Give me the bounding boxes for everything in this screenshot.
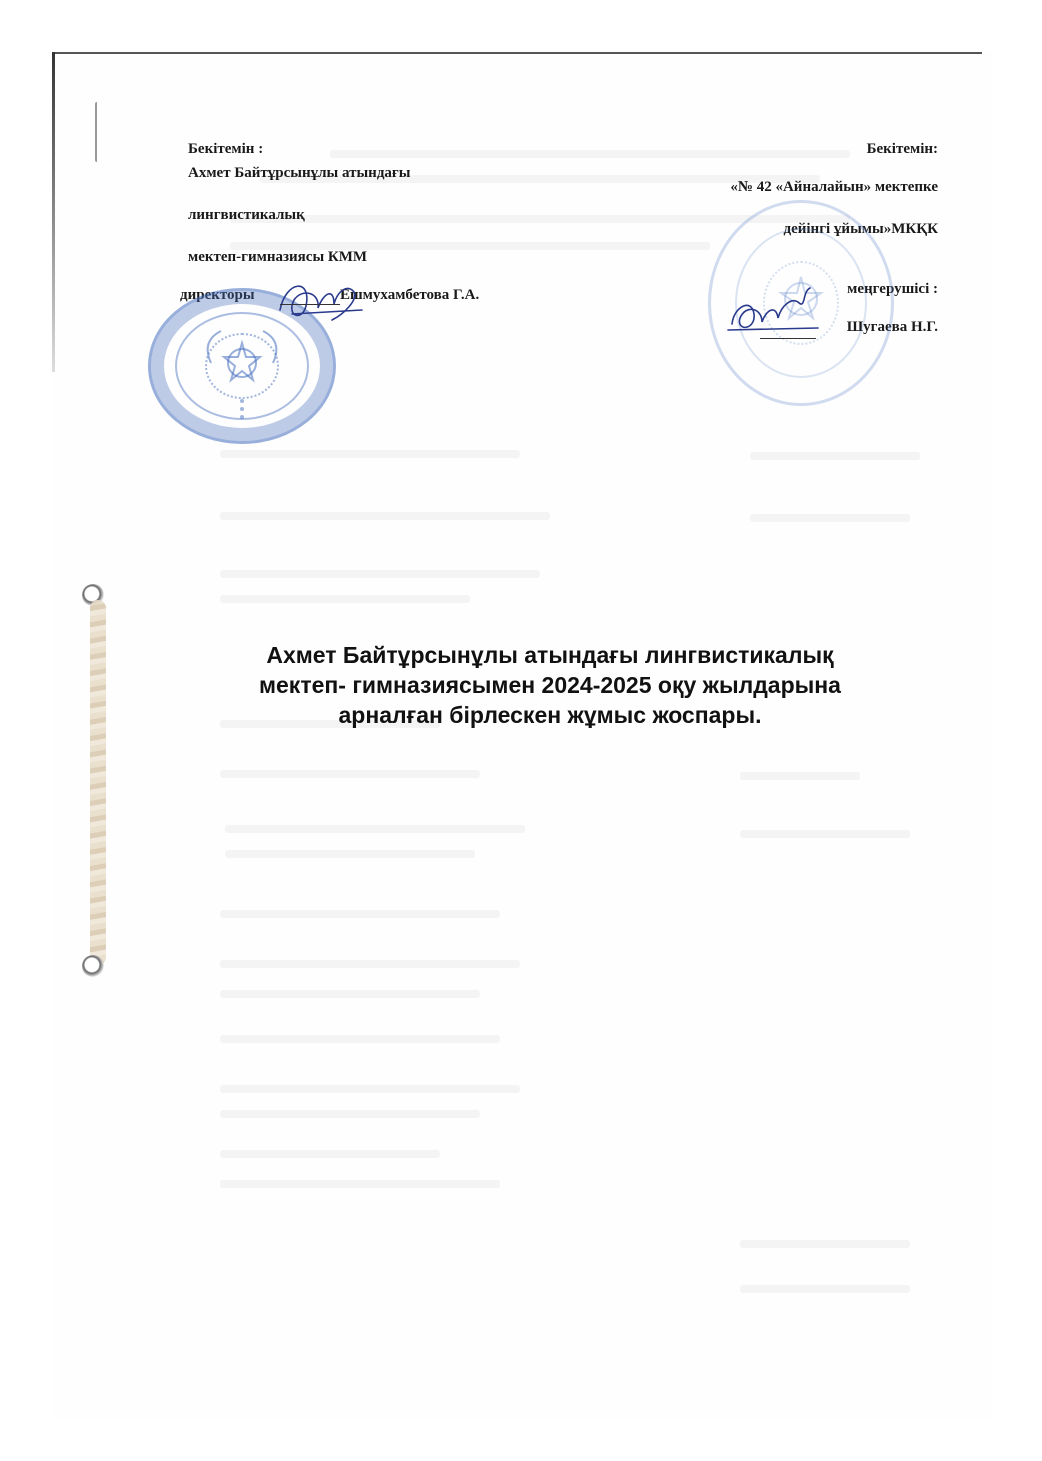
paper-left-edge: [52, 52, 55, 372]
signature-icon: [722, 284, 822, 346]
document-title-line2: мектеп- гимназиясымен 2024-2025 оқу жылдарына: [259, 672, 841, 698]
right-approval-position: меңгерушісі :: [847, 281, 938, 297]
signature-icon: [272, 270, 368, 332]
left-approval-position: директоры: [180, 287, 255, 303]
right-approval-name: Шугаева Н.Г.: [846, 319, 938, 335]
right-approval-org-line2: дейінгі ұйымы»МКҚК: [783, 221, 938, 237]
right-signature-line: [760, 338, 816, 339]
document-title: [180, 640, 920, 730]
left-approval-org-line2: лингвистикалық: [188, 207, 305, 223]
left-approval-heading: Бекітемін :: [188, 141, 264, 157]
left-approval-org-line3: мектеп-гимназиясы КММ: [188, 249, 368, 265]
document-title-line3: арналған бірлескен жұмыс жоспары.: [338, 702, 762, 728]
left-signature-line: [280, 304, 340, 305]
punch-hole-bottom: [82, 955, 104, 977]
document-title-line1: Ахмет Байтұрсынұлы атындағы лингвистикалық: [266, 642, 834, 668]
paper-top-edge: [52, 52, 982, 54]
binding-thread: [90, 600, 106, 965]
right-approval-org-line1: «№ 42 «Айналайын» мектепке: [730, 179, 938, 195]
left-approval-org-line1: Ахмет Байтұрсынұлы атындағы: [188, 165, 411, 181]
left-approval-name: Ешмухамбетова Г.А.: [340, 287, 480, 303]
binder-clip-mark: [95, 102, 101, 162]
right-approval-heading: Бекітемін:: [866, 141, 938, 157]
